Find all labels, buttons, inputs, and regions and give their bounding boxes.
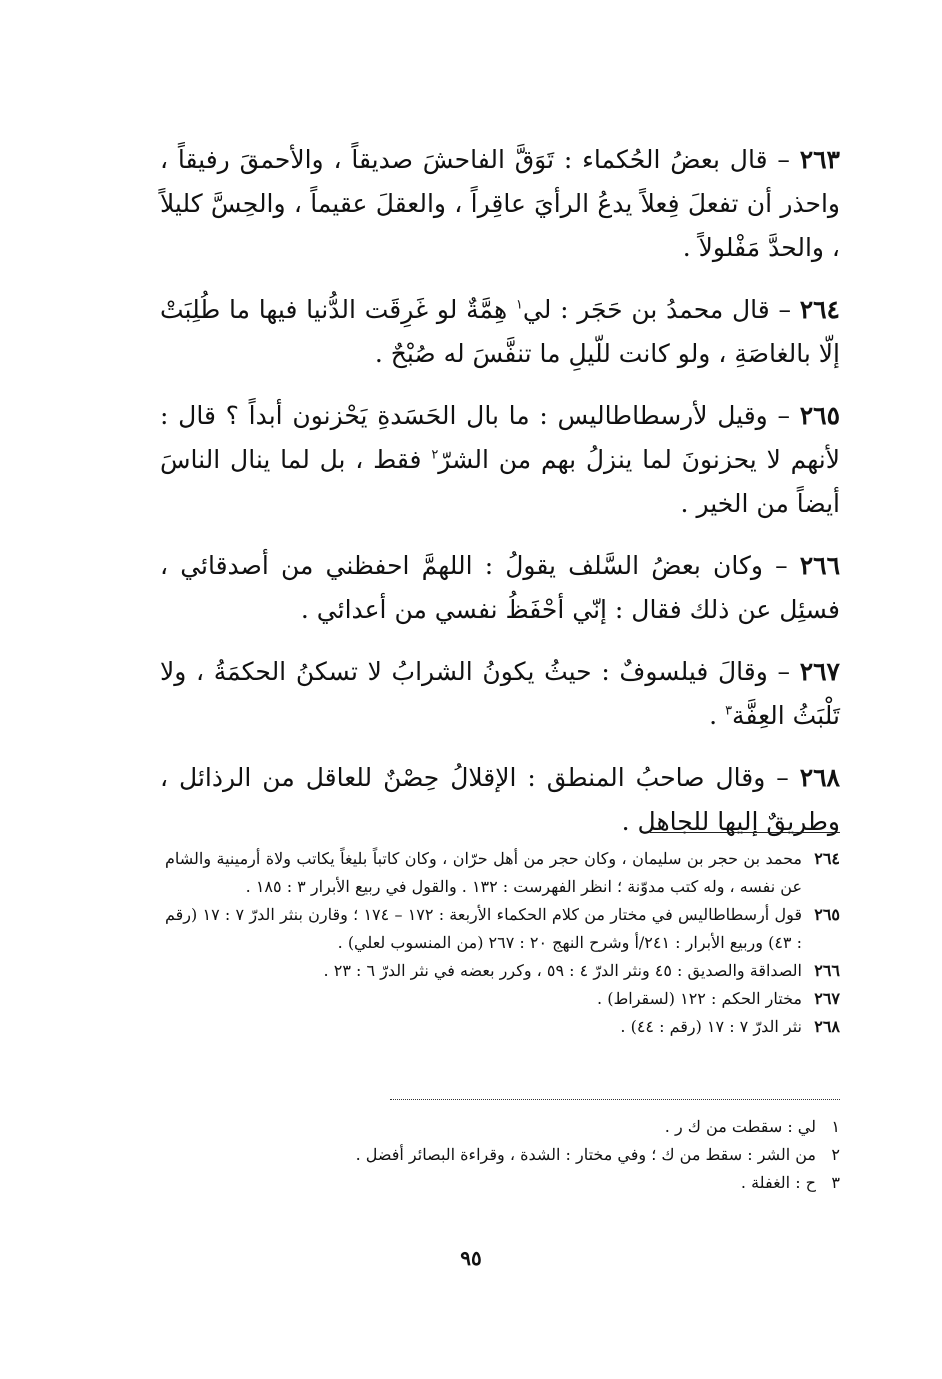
entry-number: ٢٦٨ (799, 763, 840, 792)
entry-text: – قال بعضُ الحُكماء : تَوَقَّ الفاحشَ صديقاً ، والأحمقَ رفيقاً ، واحذر أن تفعلَ فِعلاً يدعُ الرأيَ عاقِراً ، والعقلَ عقيماً ، والحِسَّ كليلاً ، والحدَّ مَفْلولاً . (160, 145, 840, 262)
entry-268 (160, 756, 840, 844)
entry-text: – وقالَ فيلسوفٌ : حيثُ يكونُ الشرابُ لا تسكنُ الحكمَةُ ، ولا تَلْبَثُ العِفَّة (160, 657, 840, 730)
source-text: نثر الدرّ ٧ : ١٧ (رقم : ٤٤) . (620, 1017, 802, 1036)
source-number: ٢٦٥ (814, 905, 840, 924)
source-note (165, 845, 840, 901)
entry-number: ٢٦٣ (799, 145, 840, 174)
source-number: ٢٦٦ (814, 961, 840, 980)
source-number: ٢٦٨ (814, 1017, 840, 1036)
main-text (160, 138, 840, 862)
entry-267 (160, 650, 840, 738)
textual-note (300, 1113, 840, 1141)
entry-text: – وكان بعضُ السَّلف يقولُ : اللهمَّ احفظني من أصدقائي ، فسئِل عن ذلك فقال : إنّي أحْفَظُ نفسي من أعدائي . (160, 551, 840, 624)
entry-text-continued: هِمَّةٌ لو غَرِقَت الدُّنيا فيها ما طُلِبَتْ إلّا بالغاصَةِ ، ولو كانت للّيلِ ما تنفَّسَ له صُبْحٌ . (160, 295, 840, 368)
source-number: ٢٦٤ (814, 849, 840, 868)
note-text: من الشر : سقط من ك ؛ وفي مختار : الشدة ، وقراءة البصائر أفضل . (355, 1145, 816, 1164)
source-note (165, 1013, 840, 1041)
source-note (165, 901, 840, 957)
notes-divider (390, 1099, 840, 1100)
textual-note (300, 1141, 840, 1169)
footnote-divider (650, 832, 840, 833)
entry-266 (160, 544, 840, 632)
source-text: قول أرسطاطاليس في مختار من كلام الحكماء الأربعة : ١٧٢ – ١٧٤ ؛ وقارن بنثر الدرّ ٧ : ١٧ (رقم : ٤٣) وربيع الأبرار : ٢٤١/أ وشرح النهج ٢٠ : ٢٦٧ (من المنسوب لعلي) . (165, 905, 803, 952)
note-reference[interactable]: ١ (515, 297, 523, 313)
source-text: مختار الحكم : ١٢٢ (لسقراط) . (597, 989, 802, 1008)
entry-text: – وقال صاحبُ المنطق : الإقلالُ حِصْنٌ للعاقل من الرذائل ، وطريقٌ إليها للجاهل . (160, 763, 840, 836)
page-number: ٩٥ (460, 1246, 482, 1270)
source-notes (165, 845, 840, 1041)
textual-notes (300, 1113, 840, 1197)
note-number: ٢ (831, 1145, 840, 1164)
note-text: لي : سقطت من ك ر . (664, 1117, 816, 1136)
source-note (165, 957, 840, 985)
entry-264 (160, 288, 840, 376)
textual-note (300, 1169, 840, 1197)
entry-265 (160, 394, 840, 526)
note-text: ح : الغفلة . (740, 1173, 816, 1192)
note-reference[interactable]: ٢ (431, 447, 439, 463)
source-text: الصداقة والصديق : ٤٥ ونثر الدرّ ٤ : ٥٩ ، وكرر بعضه في نثر الدرّ ٦ : ٢٣ . (323, 961, 802, 980)
source-note (165, 985, 840, 1013)
entry-number: ٢٦٤ (799, 295, 840, 324)
entry-text-continued: فقط ، بل لما ينال الناسَ أيضاً من الخير . (160, 445, 840, 518)
note-reference[interactable]: ٣ (725, 703, 733, 719)
entry-263 (160, 138, 840, 270)
source-text: محمد بن حجر بن سليمان ، وكان حجر من أهل حرّان ، وكان كاتباً بليغاً يكاتب ولاة أرمينية والشام عن نفسه ، وله كتب مدوّنة ؛ انظر الفهرست : ١٣٢ . والقول في ربيع الأبرار ٣ : ١٨٥ . (165, 849, 802, 896)
entry-text: – وقيل لأرسطاطاليس : ما بال الحَسَدةِ يَحْزنون أبداً ؟ قال : لأنهم لا يحزنونَ لما ينزلُ بهم من الشرّ (160, 401, 841, 474)
source-number: ٢٦٧ (814, 989, 840, 1008)
note-number: ١ (831, 1117, 840, 1136)
entry-number: ٢٦٥ (799, 401, 841, 430)
entry-number: ٢٦٦ (799, 551, 841, 580)
note-number: ٣ (831, 1173, 840, 1192)
entry-number: ٢٦٧ (799, 657, 840, 686)
entry-text-continued: . (709, 701, 726, 730)
entry-text: – قال محمدُ بن حَجَر : لي (522, 295, 791, 324)
